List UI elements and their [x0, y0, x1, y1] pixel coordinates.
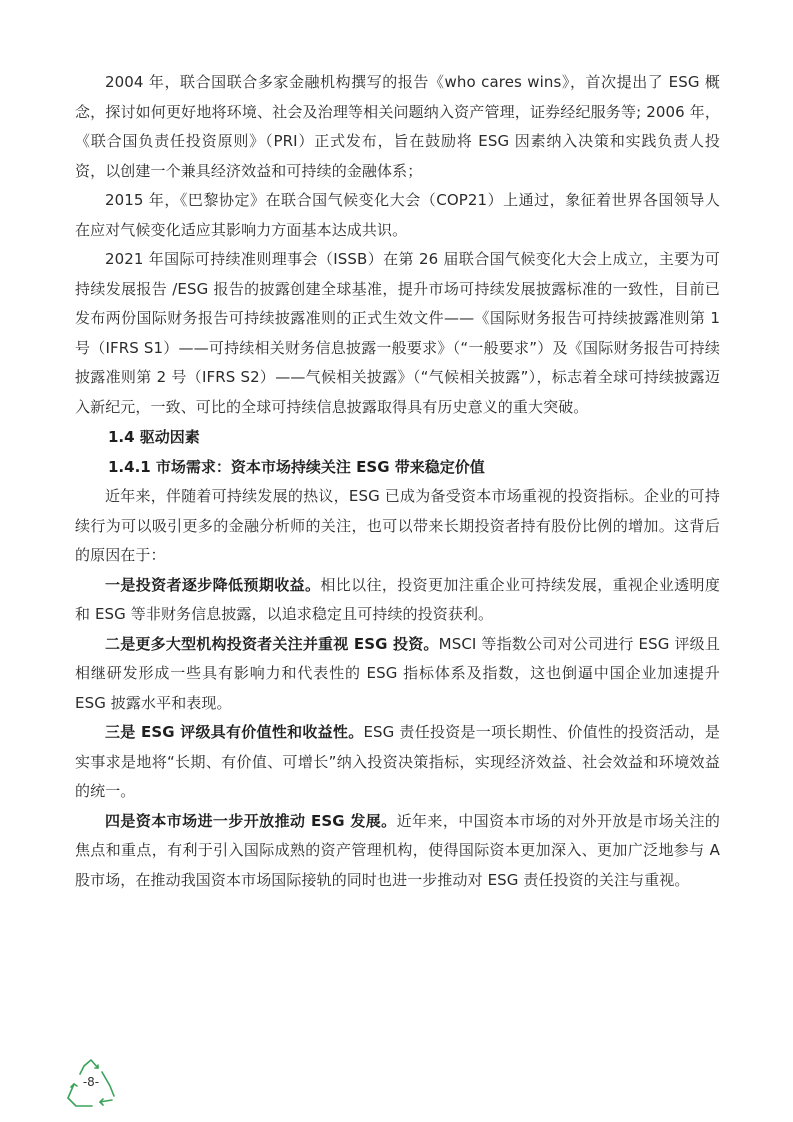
point-3-text: ESG 责任投资是一项长期性、价值性的投资活动，是实事求是地将“长期、有价值、可增长”纳入投资决策指标，实现经济效益、社会效益和环境效益的统一。 — [75, 723, 720, 800]
point-4-text: 近年来，中国资本市场的对外开放是市场关注的焦点和重点，有利于引入国际成熟的资产管理机构，使得国际资本更加深入、更加广泛地参与 A 股市场，在推动我国资本市场国际接轨的同时也进一步推动对 ESG 责任投资的关注与重视。 — [75, 811, 720, 889]
point-3-lead: 三是 ESG 评级具有价值性和收益性。 — [105, 723, 364, 741]
paragraph-intro: 近年来，伴随着可持续发展的热议，ESG 已成为备受资本市场重视的投资指标。企业的可持续行为可以吸引更多的金融分析师的关注，也可以带来长期投资者持有股份比例的增加。这背后的原因在于： — [75, 487, 720, 564]
point-1-lead: 一是投资者逐步降低预期收益。 — [105, 575, 321, 594]
point-2 — [75, 630, 720, 719]
document-body — [75, 68, 720, 895]
point-1 — [75, 571, 720, 630]
paragraph-2015: 2015 年，《巴黎协定》在联合国气候变化大会（COP21）上通过，象征着世界各国领导人在应对气候变化适应其影响力方面基本达成共识。 — [75, 191, 720, 239]
subsection-heading-1-4-1: 1.4.1 市场需求：资本市场持续关注 ESG 带来稳定价值 — [108, 458, 485, 476]
point-4 — [75, 807, 720, 896]
section-heading-1-4: 1.4 驱动因素 — [108, 428, 200, 446]
paragraph-2021: 2021 年国际可持续准则理事会（ISSB）在第 26 届联合国气候变化大会上成立，主要为可持续发展报告 /ESG 报告的披露创建全球基准，提升市场可持续发展披露标准的一致性，目前已发布两份国际财务报告可持续披露准则的正式生效文件——《国际财务报告可持续披露准则第 1 号（IFRS S1）——可持续相关财务信息披露一般要求》（“一般要求”）及《国际财务报告可持续披露准则第 2 号（IFRS S2）——气候相关披露》（“气候相关披露”），标志着全球可持续披露迈入新纪元，一致、可比的全球可持续信息披露取得具有历史意义的重大突破。 — [75, 250, 720, 416]
paragraph-2004: 2004 年，联合国联合多家金融机构撰写的报告《who cares wins》，首次提出了 ESG 概念，探讨如何更好地将环境、社会及治理等相关问题纳入资产管理，证券经纪服务等; 2006 年，《联合国负责任投资原则》（PRI）正式发布，旨在鼓励将 ESG 因素纳入决策和实践负责人投资，以创建一个兼具经济效益和可持续的金融体系； — [75, 73, 720, 180]
point-3 — [75, 718, 720, 807]
page-number: -8- — [82, 1075, 100, 1089]
point-2-lead: 二是更多大型机构投资者关注并重视 ESG 投资。 — [105, 634, 439, 653]
point-1-text: 相比以往，投资更加注重企业可持续发展，重视企业透明度和 ESG 等非财务信息披露，以追求稳定且可持续的投资获利。 — [75, 575, 721, 623]
point-4-lead: 四是资本市场进一步开放推动 ESG 发展。 — [105, 811, 397, 830]
point-2-text: MSCI 等指数公司对公司进行 ESG 评级且相继研发形成一些具有影响力和代表性的 ESG 指标体系及指数，这也倒逼中国企业加速提升 ESG 披露水平和表现。 — [75, 634, 720, 712]
